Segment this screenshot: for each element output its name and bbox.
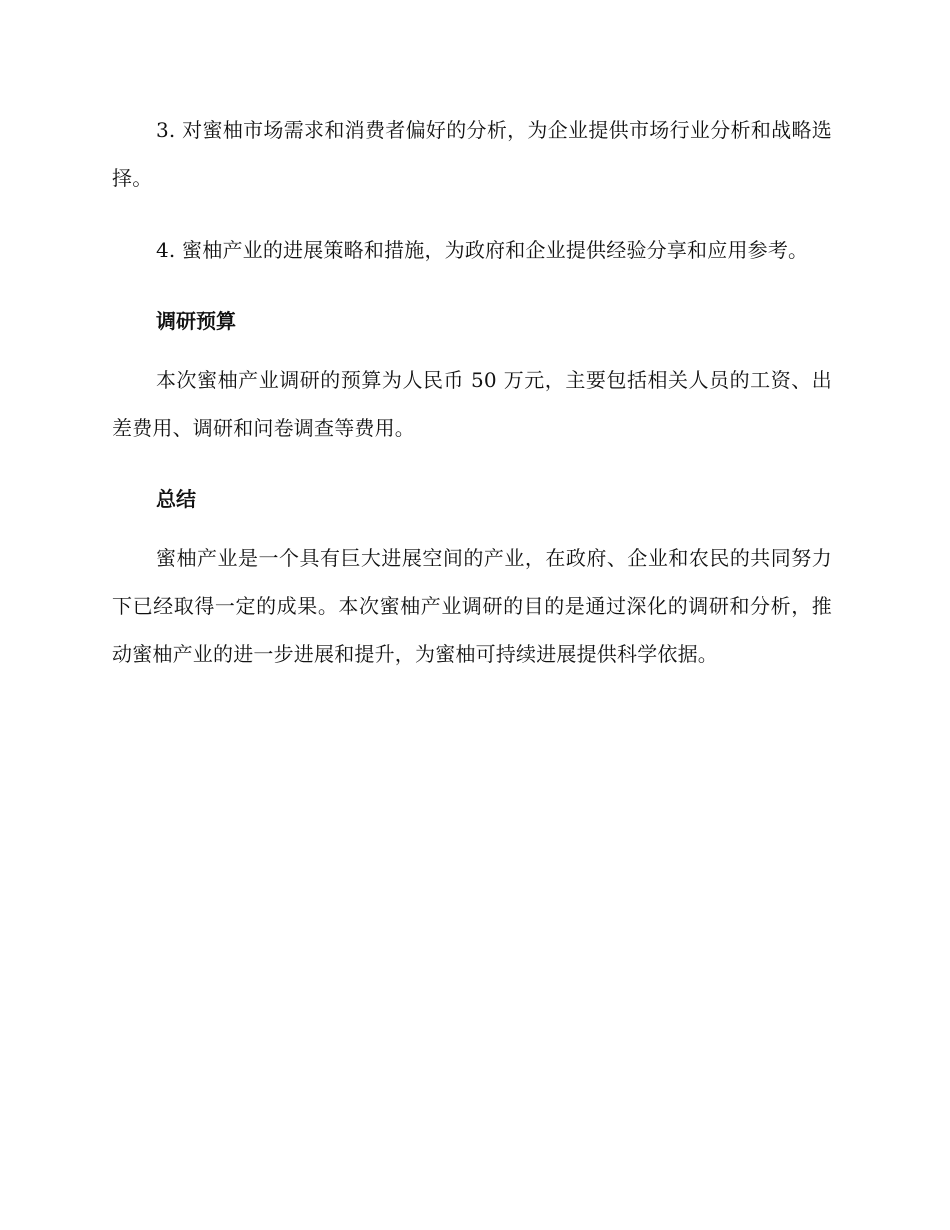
document-content xyxy=(112,106,832,702)
budget-heading: 调研预算 xyxy=(156,309,236,333)
paragraph-item-4: 4. 蜜柚产业的进展策略和措施，为政府和企业提供经验分享和应用参考。 xyxy=(156,238,809,262)
budget-paragraph: 本次蜜柚产业调研的预算为人民币 50 万元，主要包括相关人员的工资、出差费用、调研和问卷调查等费用。 xyxy=(112,368,832,440)
summary-paragraph: 蜜柚产业是一个具有巨大进展空间的产业，在政府、企业和农民的共同努力下已经取得一定的成果。本次蜜柚产业调研的目的是通过深化的调研和分析，推动蜜柚产业的进一步进展和提升，为蜜柚可持续进展提供科学依据。 xyxy=(112,546,832,666)
paragraph-item-3: 3. 对蜜柚市场需求和消费者偏好的分析，为企业提供市场行业分析和战略选择。 xyxy=(112,118,832,190)
summary-heading: 总结 xyxy=(156,487,196,511)
